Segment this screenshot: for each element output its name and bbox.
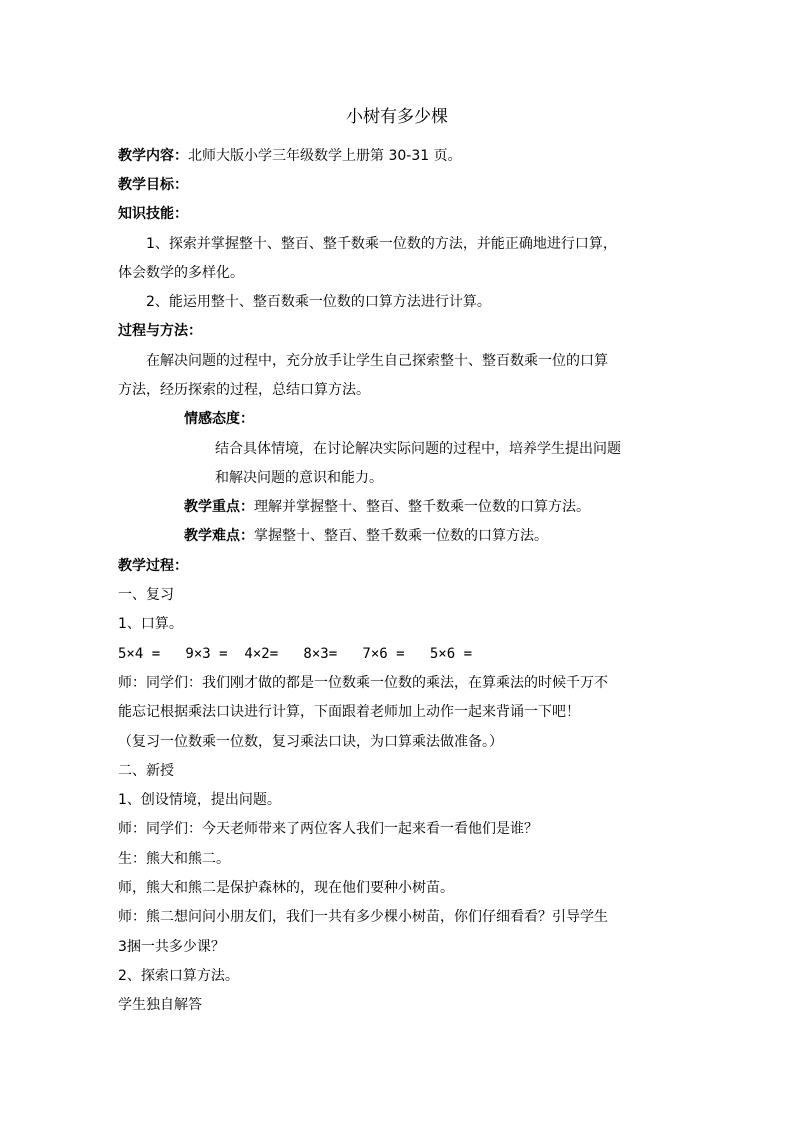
teacher-line-2: 师：同学们：今天老师带来了两位客人我们一起来看一看他们是谁？ — [118, 821, 538, 837]
student-line-1: 生：熊大和熊二。 — [118, 851, 230, 867]
emotion-line-a: 结合具体情境，在讨论解决实际问题的过程中，培养学生提出问题 — [215, 441, 621, 457]
note-line: （复习一位数乘一位数，复习乘法口诀，为口算乘法做准备。） — [118, 734, 503, 750]
skill-2-line: 2、能运用整十、整百数乘一位数的口算方法进行计算。 — [146, 294, 491, 310]
review-heading: 一、复习 — [118, 587, 174, 603]
teacher-line-1b: 能忘记根据乘法口诀进行计算，下面跟着老师加上动作一起来背诵一下吧！ — [118, 704, 580, 720]
oral-calc-item: 1、口算。 — [118, 616, 183, 632]
teacher-line-4b: 3捆一共多少课？ — [118, 939, 225, 955]
process-label: 过程与方法： — [118, 323, 202, 339]
procedure-label: 教学过程： — [118, 558, 188, 574]
process-line-a: 在解决问题的过程中，充分放手让学生自己探索整十、整百数乘一位的口算 — [146, 353, 608, 369]
skill-1-line-b: 体会数学的多样化。 — [118, 265, 244, 281]
independent-line: 学生独自解答 — [118, 997, 202, 1013]
skills-label: 知识技能： — [118, 206, 188, 222]
goals-label: 教学目标： — [118, 177, 188, 193]
difficulty-line — [184, 526, 548, 546]
focus-label: 教学重点： — [184, 499, 254, 515]
explore-item: 2、探索口算方法。 — [118, 968, 239, 984]
content-label: 教学内容： — [118, 148, 188, 164]
page-title: 小树有多少棵 — [346, 107, 448, 127]
teacher-line-3: 师，熊大和熊二是保护森林的，现在他们要种小树苗。 — [118, 880, 454, 896]
focus-text: 理解并掌握整十、整百、整千数乘一位数的口算方法。 — [254, 499, 590, 515]
equations-line: 5×4 = 9×3 = 4×2= 8×3= 7×6 = 5×6 = — [118, 646, 473, 662]
content-text: 北师大版小学三年级数学上册第 30-31 页。 — [188, 148, 462, 164]
emotion-line-b: 和解决问题的意识和能力。 — [215, 470, 383, 486]
difficulty-text: 掌握整十、整百、整千数乘一位数的口算方法。 — [254, 528, 548, 544]
skill-1-line-a: 1、探索并掌握整十、整百、整千数乘一位数的方法，并能正确地进行口算， — [146, 236, 617, 252]
scenario-item: 1、创设情境，提出问题。 — [118, 792, 281, 808]
focus-line — [184, 497, 590, 517]
process-line-b: 方法，经历探索的过程，总结口算方法。 — [118, 382, 370, 398]
content-line — [118, 146, 462, 166]
new-heading: 二、新授 — [118, 763, 174, 779]
teacher-line-4a: 师：熊二想问问小朋友们，我们一共有多少棵小树苗，你们仔细看看？引导学生 — [118, 909, 608, 925]
teacher-line-1a: 师：同学们：我们刚才做的都是一位数乘一位数的乘法，在算乘法的时候千万不 — [118, 675, 608, 691]
emotion-label: 情感态度： — [184, 411, 254, 427]
difficulty-label: 教学难点： — [184, 528, 254, 544]
